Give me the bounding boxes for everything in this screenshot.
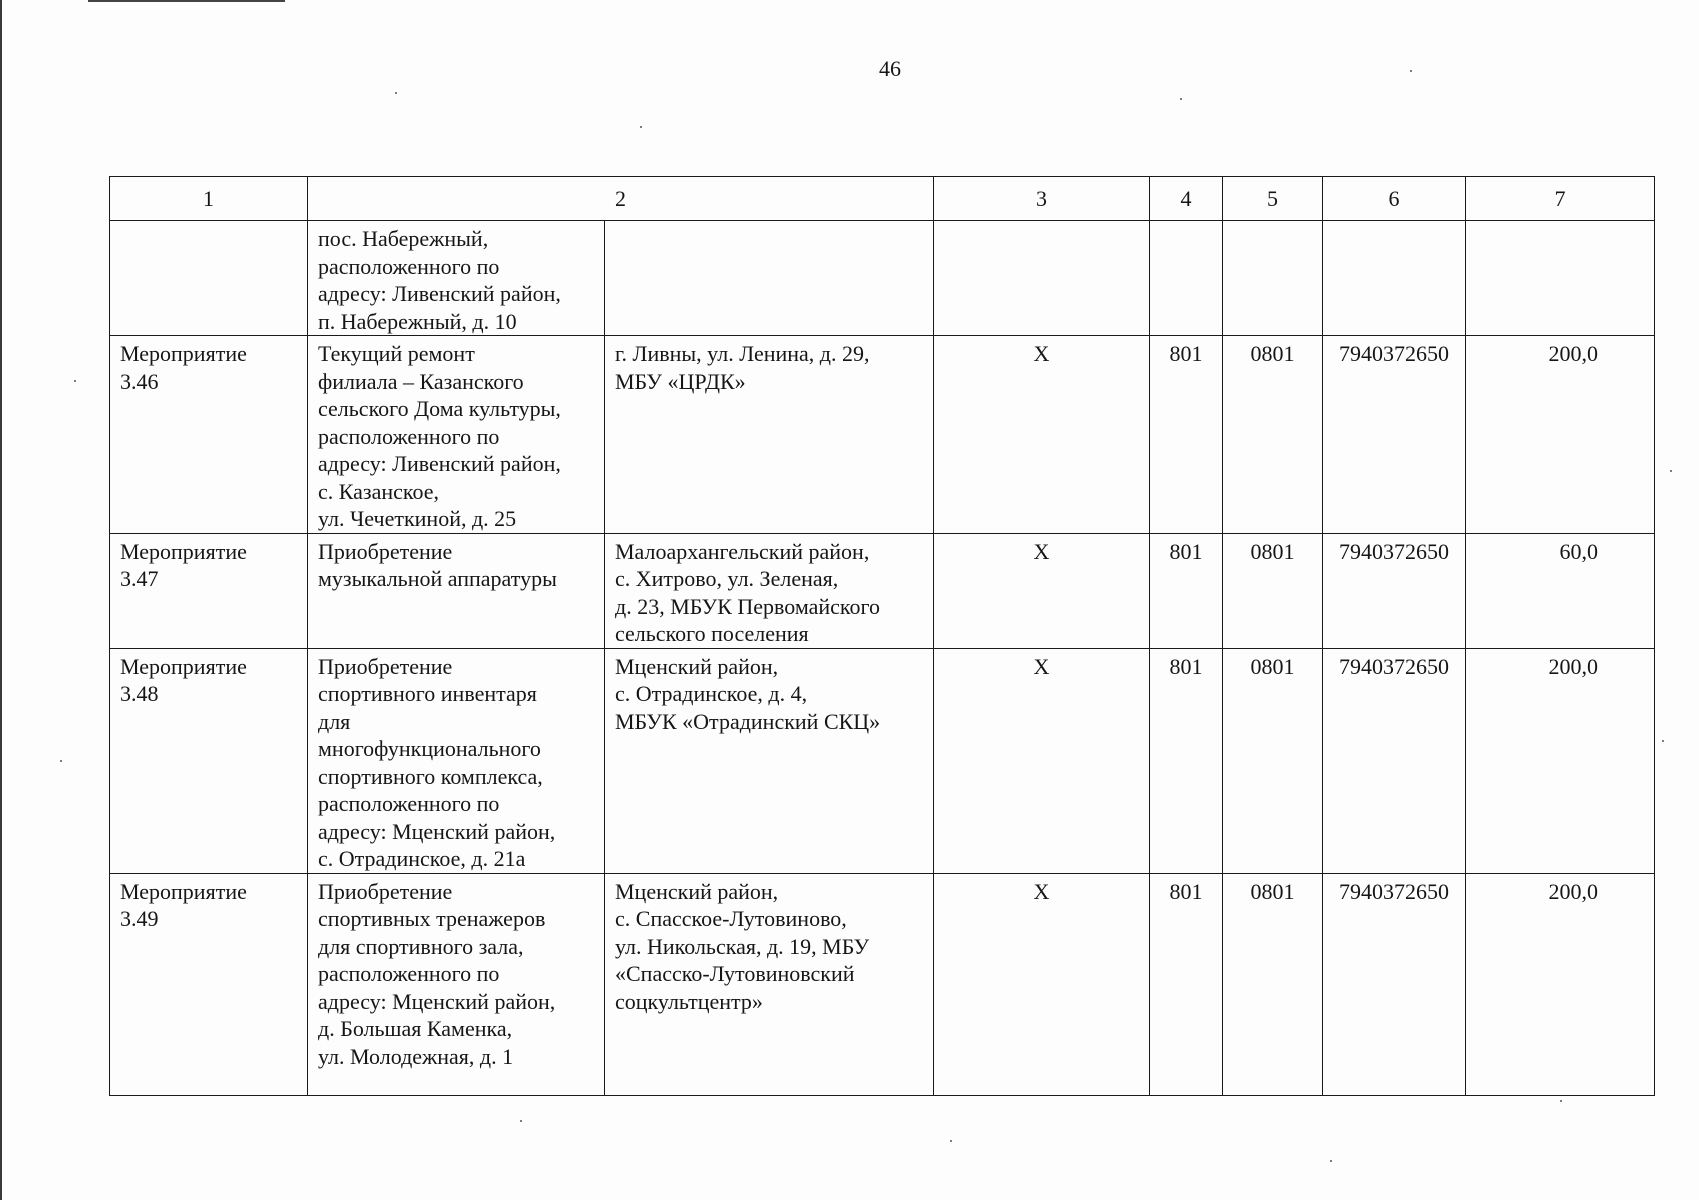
scan-speck <box>1180 98 1182 100</box>
col7-cell: 200,0 <box>1466 336 1655 534</box>
description-cell: пос. Набережный, расположенного по адресу: Ливенский район, п. Набережный, д. 10 <box>308 221 605 336</box>
col4-cell: 801 <box>1150 873 1223 1095</box>
column-number-row <box>110 177 1655 221</box>
scan-speck <box>60 760 62 762</box>
activity-cell: Мероприятие 3.49 <box>110 873 308 1095</box>
column-number: 4 <box>1150 177 1223 221</box>
location-cell: Мценский район, с. Отрадинское, д. 4, МБУК «Отрадинский СКЦ» <box>605 648 934 873</box>
table-row <box>110 336 1655 534</box>
activity-cell <box>110 221 308 336</box>
page-number: 46 <box>879 56 901 81</box>
table-row <box>110 648 1655 873</box>
location-cell: г. Ливны, ул. Ленина, д. 29, МБУ «ЦРДК» <box>605 336 934 534</box>
col7-cell: 60,0 <box>1466 533 1655 648</box>
col4-cell: 801 <box>1150 533 1223 648</box>
table-row <box>110 533 1655 648</box>
activity-cell: Мероприятие 3.46 <box>110 336 308 534</box>
col3-cell <box>934 221 1150 336</box>
col3-cell: Х <box>934 533 1150 648</box>
col7-cell <box>1466 221 1655 336</box>
activity-cell: Мероприятие 3.48 <box>110 648 308 873</box>
col7-cell: 200,0 <box>1466 873 1655 1095</box>
scan-speck <box>1410 70 1412 72</box>
col4-cell: 801 <box>1150 336 1223 534</box>
top-rule-mark <box>88 0 285 2</box>
activities-table <box>109 176 1655 1096</box>
col5-cell <box>1223 221 1323 336</box>
scan-speck <box>950 1140 952 1142</box>
col7-cell: 200,0 <box>1466 648 1655 873</box>
description-cell: Приобретение спортивных тренажеров для спортивного зала, расположенного по адресу: Мценский район, д. Большая Каменка, ул. Молодежная, д. 1 <box>308 873 605 1095</box>
col4-cell <box>1150 221 1223 336</box>
location-cell: Мценский район, с. Спасское-Лутовиново, ул. Никольская, д. 19, МБУ «Спасско-Лутовиновский соцкультцентр» <box>605 873 934 1095</box>
scan-speck <box>74 380 76 382</box>
scan-speck <box>395 92 397 94</box>
scan-speck <box>1662 740 1664 742</box>
description-cell: Приобретение спортивного инвентаря для многофункционального спортивного комплекса, расположенного по адресу: Мценский район, с. Отрадинское, д. 21а <box>308 648 605 873</box>
col3-cell: Х <box>934 873 1150 1095</box>
description-cell: Текущий ремонт филиала – Казанского сельского Дома культуры, расположенного по адресу: Ливенский район, с. Казанское, ул. Чечеткиной, д. 25 <box>308 336 605 534</box>
col6-cell: 7940372650 <box>1323 873 1466 1095</box>
col5-cell: 0801 <box>1223 336 1323 534</box>
col6-cell <box>1323 221 1466 336</box>
column-number: 6 <box>1323 177 1466 221</box>
col5-cell: 0801 <box>1223 873 1323 1095</box>
col6-cell: 7940372650 <box>1323 533 1466 648</box>
column-number: 3 <box>934 177 1150 221</box>
scan-speck <box>1330 1160 1332 1162</box>
activity-cell: Мероприятие 3.47 <box>110 533 308 648</box>
col5-cell: 0801 <box>1223 648 1323 873</box>
column-number: 2 <box>308 177 934 221</box>
description-cell: Приобретение музыкальной аппаратуры <box>308 533 605 648</box>
column-number: 5 <box>1223 177 1323 221</box>
page-left-edge <box>0 0 2 1200</box>
col4-cell: 801 <box>1150 648 1223 873</box>
col6-cell: 7940372650 <box>1323 336 1466 534</box>
table-row <box>110 873 1655 1095</box>
location-cell: Малоархангельский район, с. Хитрово, ул. Зеленая, д. 23, МБУК Первомайского сельского поселения <box>605 533 934 648</box>
location-cell <box>605 221 934 336</box>
scan-speck <box>520 1120 522 1122</box>
column-number: 7 <box>1466 177 1655 221</box>
col5-cell: 0801 <box>1223 533 1323 648</box>
col3-cell: Х <box>934 336 1150 534</box>
column-number: 1 <box>110 177 308 221</box>
scan-speck <box>1670 470 1672 472</box>
col3-cell: Х <box>934 648 1150 873</box>
table-row <box>110 221 1655 336</box>
scan-speck <box>640 126 642 128</box>
col6-cell: 7940372650 <box>1323 648 1466 873</box>
scan-speck <box>1560 1100 1562 1102</box>
